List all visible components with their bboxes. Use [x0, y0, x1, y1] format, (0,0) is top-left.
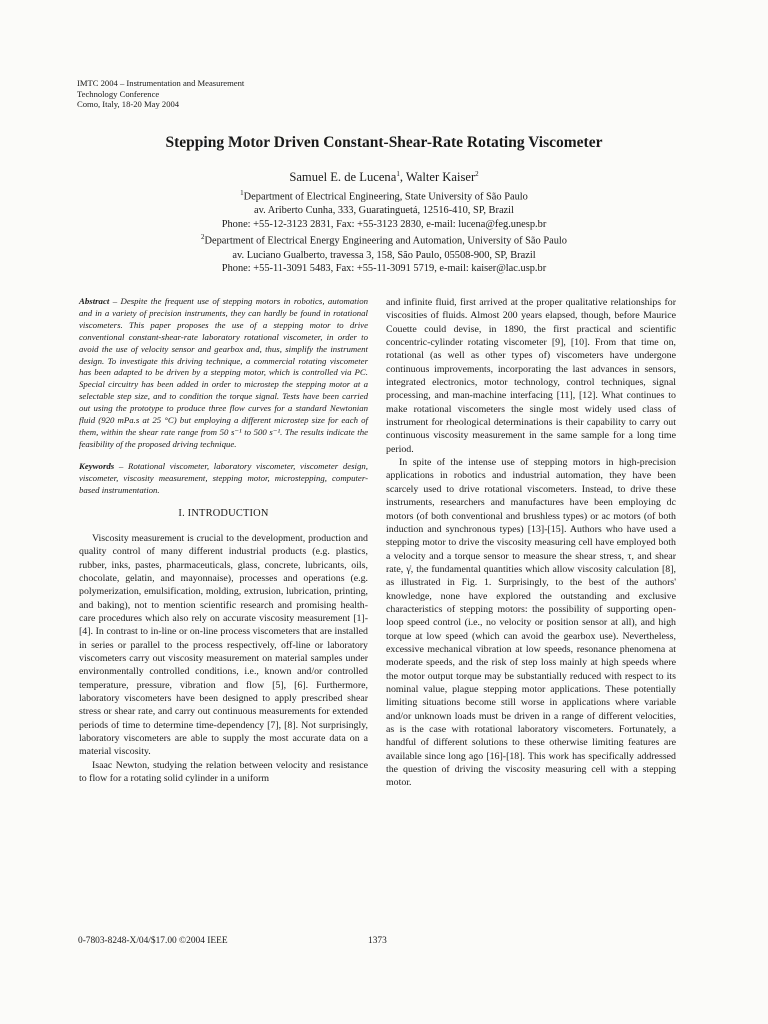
author-affiliation-mark: 2 [475, 170, 479, 178]
abstract [79, 296, 368, 451]
conference-line: Como, Italy, 18-20 May 2004 [77, 99, 180, 109]
conference-line: Technology Conference [77, 88, 160, 99]
affiliation-address: av. Ariberto Cunha, 333, Guaratinguetá, 12516-410, SP, Brazil [254, 205, 514, 217]
keywords-label: Keywords [79, 460, 115, 471]
author-names [0, 166, 768, 186]
copyright-notice: 0-7803-8248-X/04/$17.00 ©2004 IEEE [78, 936, 228, 946]
author-name: Samuel E. de Lucena [289, 170, 397, 185]
affiliation-address: av. Luciano Gualberto, travessa 3, 158, São Paulo, 05508-900, SP, Brazil [232, 249, 536, 261]
page-number: 1373 [368, 936, 387, 946]
author-name: Walter Kaiser [405, 170, 476, 185]
paper-title: Stepping Motor Driven Constant-Shear-Rate Rotating Viscometer [165, 134, 603, 151]
author-affiliation-mark: 1 [396, 170, 400, 178]
keywords [79, 461, 368, 497]
conference-info [77, 78, 244, 110]
section-heading: I. INTRODUCTION [178, 507, 269, 519]
affiliation-dept [0, 187, 768, 204]
conference-line: IMTC 2004 – Instrumentation and Measurement [77, 78, 245, 88]
right-column [386, 296, 676, 790]
keywords-text: – Rotational viscometer, laboratory viscometer, viscometer design, viscometer, viscosity measurement, stepping motor, microstepping, computer-based instrumentation. [79, 460, 368, 495]
abstract-label: Abstract [79, 296, 110, 306]
affiliation-text: Department of Electrical Engineering, State University of São Paulo [243, 191, 528, 203]
affiliation-dept [0, 231, 768, 248]
affiliation-text: Department of Electrical Energy Engineering and Automation, University of São Paulo [204, 235, 568, 247]
body-paragraph: Isaac Newton, studying the relation between velocity and resistance to flow for a rotating solid cylinder in a uniform [79, 759, 368, 785]
affiliation-contact: Phone: +55-11-3091 5483, Fax: +55-11-3091 5719, e-mail: kaiser@lac.usp.br [221, 263, 547, 275]
body-paragraph: and infinite fluid, first arrived at the proper qualitative relationships for viscosities of fluids. Almost 200 years elapsed, though, before Maurice Couette could devise, in 1890, the first practical and scientific concentric-cylinder rotating viscometer [9], [10]. From that time on, rotational (as well as other types of) viscometers have undergone continuous improvements, incorporating the last advances in sensors, integrated electronics, motor technology, control techniques, signal processing, and man-machine interfacing [11], [12]. What continues to make rotational viscometers the single most widely used class of instrument for rheological determinations is their capability to carry out continuous viscosity measurement in the same sample for a long time period. [386, 297, 676, 455]
author-separator: , [399, 170, 406, 185]
abstract-text: – Despite the frequent use of stepping motors in robotics, automation and in a variety of precision instruments, they can hardly be found in rotational viscometers. This paper proposes the use of a stepping motor to drive conventional constant-shear-rate laboratory rotational viscometer, in order to avoid the use of velocity sensor and gearbox and, thus, simplify the instrument design. To investigate this driving technique, a commercial rotating viscometer has been adapted to be driven by a stepping motor, which is controlled via PC. Special circuitry has been added in order to microstep the stepping motor at a selectable step size, and to condition the torque signal. Tests have been carried out using the prototype to produce three flow curves for a standard Newtonian fluid (920 mPa.s at 25 °C) but employing a different microstep size for each of them, within the shear rate range from 50 s⁻¹ to 500 s⁻¹. The results indicate the feasibility of the proposed driving technique. [79, 296, 368, 449]
left-column [79, 296, 368, 785]
body-paragraph: Viscosity measurement is crucial to the development, production and quality control of many different industrial products (e.g. plastics, rubber, inks, pastes, pharmaceuticals, glass, concrete, lubricants, oils, chocolate, gelatin, and mayonnaise), processes and operations (e.g. polymerization, emulsification, molding, extrusion, lubrication, printing, and baking), not to mention scientific research and promising health-care procedures which also rely on accurate viscosity measurement [1]-[4]. In contrast to in-line or on-line process viscometers that are installed in series or parallel to the process respectively, off-line or laboratory viscometers carry out viscosity measurement on material samples under environmentally controlled conditions, i.e., known and/or controlled temperature, pressure, vibration and flow [5], [6]. Furthermore, laboratory viscometers have been designed to apply prescribed shear stress or shear rate, and carry out continuous measurements for extended periods of time to determine time-dependency [7], [8]. Not surprisingly, laboratory viscometers are able to supply the most accurate data on a material viscosity. [79, 532, 368, 758]
affiliation-mark: 2 [200, 233, 205, 242]
author-block [0, 166, 768, 276]
affiliation-contact: Phone: +55-12-3123 2831, Fax: +55-3123 2830, e-mail: lucena@feg.unesp.br [221, 218, 547, 230]
body-paragraph: In spite of the intense use of stepping motors in high-precision applications in robotics and industrial automation, they have been scarcely used to drive rotational viscometers. Instead, to drive these instruments, researchers and manufactures have been employing dc motors (of both conventional and brushless types) or ac motors (of both induction and synchronous types) [13]-[15]. Authors who have used a stepping motor to drive the viscosity measuring cell have employed both a velocity and a torque sensor to measure the shear stress, τ, and shear rate, γ̇, the fundamental quantities which allow viscosity calculation [8], as illustrated in Fig. 1. Surprisingly, to the best of the authors' knowledge, none have explored the outstanding and exclusive characteristics of stepping motors: the possibility of supporting open-loop speed control (i.e., no velocity or position sensor at all), and high torque at low speed (which can avoid the gearbox use). Nevertheless, excessive mechanical vibration at low speeds, resonance phenomena at moderate speeds, and the risk of step loss mainly at high speeds where the motor output torque may be substantially reduced with respect to its nominal value, plague stepping motor applications. These potentially limiting situations become still worse in applications where variable and/or unknown loads must be driven in a range of different velocities, as is the case with rotational laboratory viscometers. Fortunately, a handful of different solutions to these otherwise limiting features are available since long ago [16]-[18]. This work has specifically addressed the question of driving the viscosity measuring cell with a stepping motor. [386, 457, 676, 789]
affiliation-mark: 1 [240, 189, 244, 198]
